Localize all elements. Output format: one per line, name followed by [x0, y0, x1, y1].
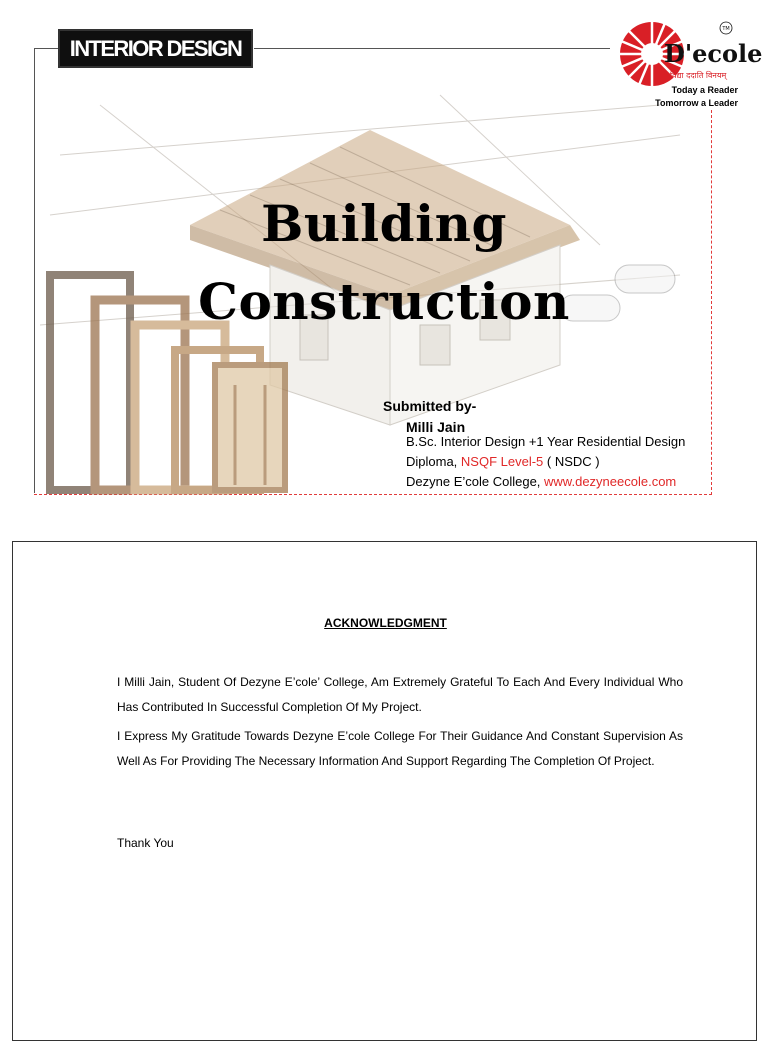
title-line-2: Construction — [198, 272, 570, 331]
frame-line — [34, 48, 35, 493]
cover-page — [0, 0, 768, 510]
college-prefix: Dezyne E’cole College, — [406, 474, 545, 489]
tagline-line: Tomorrow a Leader — [655, 98, 738, 108]
program-line: B.Sc. Interior Design +1 Year Residential Design — [406, 434, 686, 449]
acknowledgment-page — [12, 541, 757, 1041]
diploma-prefix: Diploma, — [406, 454, 461, 469]
nsdc-suffix: ( NSDC ) — [543, 454, 600, 469]
interior-design-brand-label: INTERIOR DESIGN — [58, 29, 253, 68]
logo-motto: विद्या ददाति विनयम् — [670, 71, 727, 80]
frame-line — [34, 48, 60, 49]
frame-line — [254, 48, 610, 49]
submitted-by-label: Submitted by- — [383, 398, 477, 414]
title-line-1: Building — [261, 194, 507, 253]
diploma-line — [406, 454, 600, 469]
logo-wordmark: D'ecole — [664, 39, 763, 68]
logo-tagline — [655, 84, 738, 110]
acknowledgment-paragraph-1: I Milli Jain, Student Of Dezyne E’cole’ College, Am Extremely Grateful To Each And Every Individual Who Has Contributed In Successful Completion Of My Project. — [117, 675, 683, 714]
nsqf-level: NSQF Level-5 — [460, 454, 544, 469]
acknowledgment-heading: ACKNOWLEDGMENT — [324, 616, 447, 630]
closing-text: Thank You — [117, 836, 174, 850]
student-name: Milli Jain — [406, 419, 466, 435]
tagline-line: Today a Reader — [671, 85, 738, 95]
trademark-icon: TM — [722, 26, 730, 32]
college-line — [406, 474, 676, 489]
website-link[interactable]: www.dezyneecole.com — [544, 474, 677, 489]
acknowledgment-paragraph-2: I Express My Gratitude Towards Dezyne E’cole College For Their Guidance And Constant Supervision As Well As For Providing The Necessary Information And Support Regarding The Completion Of Project. — [117, 729, 683, 768]
